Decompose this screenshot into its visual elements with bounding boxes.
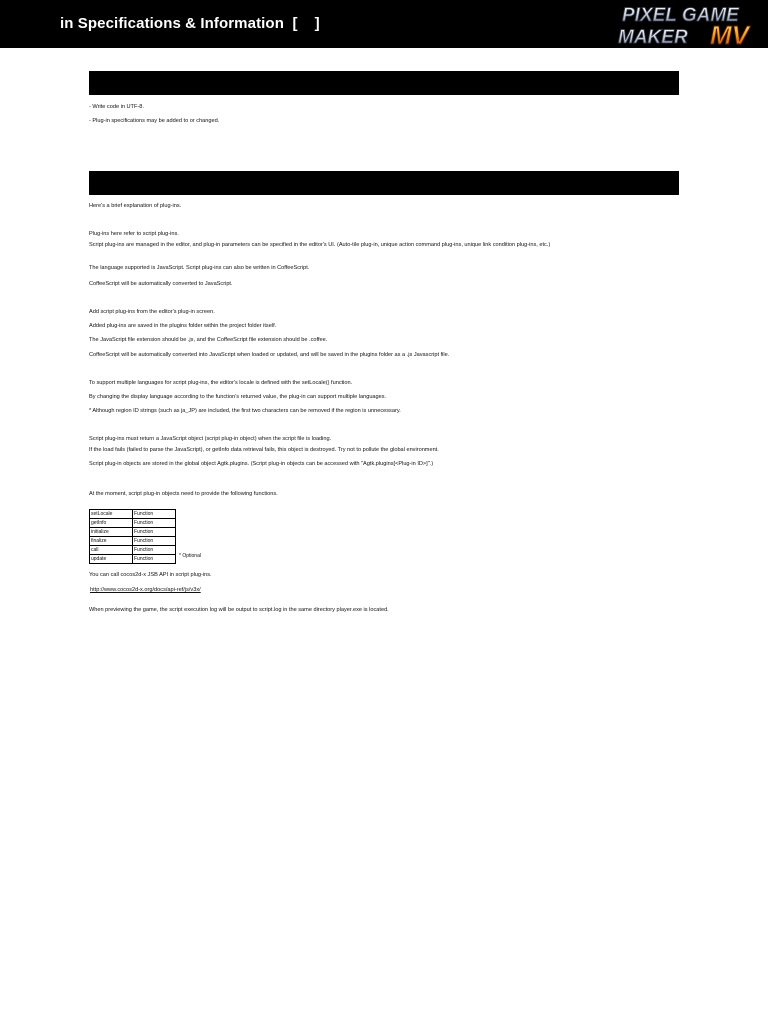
text-line: CoffeeScript will be automatically converted to JavaScript.	[89, 281, 233, 287]
optional-note: * Optional	[179, 553, 201, 559]
preview-note: When previewing the game, the script execution log will be output to script.log in the same directory player.exe is located.	[89, 607, 389, 613]
function-name: initialize	[90, 528, 133, 537]
function-name: setLocale	[90, 510, 133, 519]
function-type: Function	[133, 546, 176, 555]
text-line: Script plug-ins are managed in the editor, and plug-in parameters can be specified in the editor's UI. (Auto-tile plug-in, unique action command plug-ins, unique link condition plug-ins, etc.)	[89, 242, 551, 248]
cocos-note: You can call cocos2d-x JSB API in script plug-ins.	[89, 572, 212, 578]
function-table	[89, 509, 176, 564]
table-row	[90, 546, 176, 555]
text-line: Plug-ins here refer to script plug-ins.	[89, 231, 179, 237]
text-line: CoffeeScript will be automatically converted into JavaScript when loaded or updated, and will be saved in the plugins folder as a .js Javascript file.	[89, 352, 450, 358]
pixel-game-maker-mv-logo	[614, 1, 764, 47]
text-line: Script plug-in objects are stored in the global object Agtk.plugins. (Script plug-in objects can be accessed with "Agtk.plugins[<Plug-in ID>]".)	[89, 461, 434, 467]
svg-text:MV: MV	[710, 20, 749, 47]
function-name: update	[90, 555, 133, 564]
function-type: Function	[133, 528, 176, 537]
page-title: in Specifications & Information [ ]	[60, 15, 320, 32]
table-row	[90, 519, 176, 528]
text-line: At the moment, script plug-in objects need to provide the following functions.	[89, 491, 278, 497]
cocos-api-link[interactable]: http://www.cocos2d-x.org/docs/api-ref/js/v3x/	[90, 587, 201, 593]
rule-utf8: - Write code in UTF-8.	[89, 104, 144, 110]
text-line: Script plug-ins must return a JavaScript object (script plug-in object) when the script file is loading.	[89, 436, 332, 442]
table-row	[90, 537, 176, 546]
text-line: To support multiple languages for script plug-ins, the editor's locale is defined with the setLocale() function.	[89, 380, 353, 386]
text-line: If the load fails (failed to parse the JavaScript), or getInfo data retrieval fails, this object is destroyed. Try not to pollute the global environment.	[89, 447, 439, 453]
svg-text:PIXEL GAME: PIXEL GAME	[622, 5, 739, 26]
overview-intro: Here's a brief explanation of plug-ins.	[89, 203, 182, 209]
rule-spec-change: - Plug-in specifications may be added to or changed.	[89, 118, 220, 124]
function-type: Function	[133, 555, 176, 564]
page-header	[0, 0, 768, 48]
svg-text:MAKER: MAKER	[618, 27, 688, 47]
function-name: finalize	[90, 537, 133, 546]
text-line: * Although region ID strings (such as ja_JP) are included, the first two characters can be removed if the region is unnecessary.	[89, 408, 401, 414]
function-name: call	[90, 546, 133, 555]
table-row	[90, 510, 176, 519]
text-line: By changing the display language according to the function's returned value, the plug-in can support multiple languages.	[89, 394, 387, 400]
section-header-bar	[89, 171, 679, 195]
function-name: getInfo	[90, 519, 133, 528]
text-line: Add script plug-ins from the editor's plug-in screen.	[89, 309, 215, 315]
section-header-bar	[89, 71, 679, 95]
text-line: The JavaScript file extension should be .js, and the CoffeeScript file extension should be .coffee.	[89, 337, 328, 343]
table-row	[90, 528, 176, 537]
function-type: Function	[133, 519, 176, 528]
function-type: Function	[133, 537, 176, 546]
text-line: Added plug-ins are saved in the plugins folder within the project folder itself.	[89, 323, 277, 329]
function-type: Function	[133, 510, 176, 519]
table-row	[90, 555, 176, 564]
text-line: The language supported is JavaScript. Script plug-ins can also be written in CoffeeScript.	[89, 265, 310, 271]
